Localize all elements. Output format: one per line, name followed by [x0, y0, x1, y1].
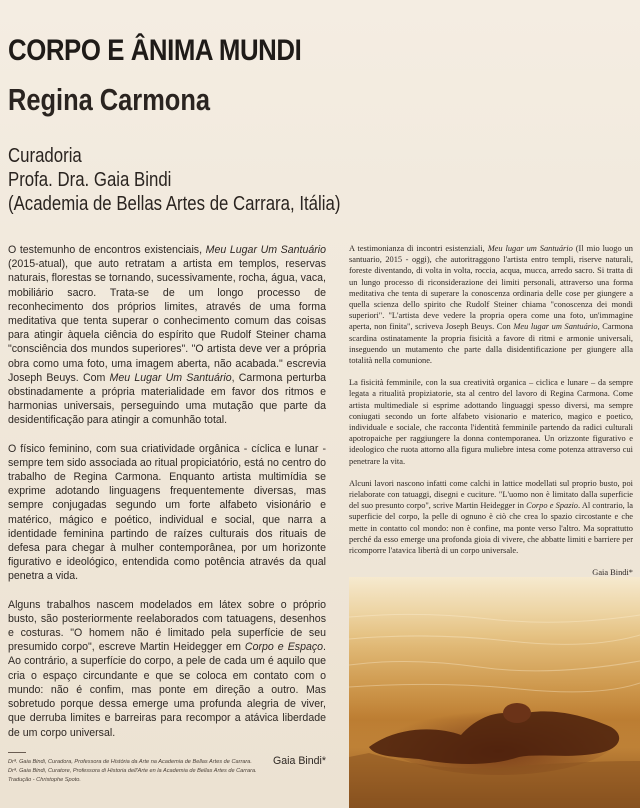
- pt-p1-work-title-2: Meu Lugar Um Santuário: [109, 371, 232, 384]
- artwork-photo-drawing: [349, 577, 640, 808]
- pt-p1-work-title: Meu Lugar Um Santuário: [205, 244, 327, 256]
- it-paragraph-3: [349, 478, 633, 556]
- footnote-3: Tradução - Christophe Spoto.: [8, 777, 81, 783]
- document-title: CORPO E ÂNIMA MUNDI: [8, 34, 302, 67]
- curation-label: Curadoria: [8, 145, 82, 167]
- footnotes: [8, 758, 328, 785]
- artist-name: Regina Carmona: [8, 82, 211, 117]
- it-p1-text-a: A testimonianza di incontri esistenziali,: [349, 244, 488, 253]
- curator-name: Profa. Dra. Gaia Bindi: [8, 169, 172, 191]
- curator-institution: (Academia de Bellas Artes de Carrara, Itália): [8, 193, 341, 215]
- footnote-1: Drª. Gaia Bindi, Curadora, Professora de História da Arte na Academia de Bellas Artes de Carrara.: [8, 759, 252, 765]
- it-p1-work-title-2: Meu lugar um Santuário: [513, 322, 598, 332]
- pt-p3-text-b: . Ao contrário, a superfície do corpo, a pele de cada um é aquilo que cria o espaço circundante e que se coloca em contato com o mundo: não é confim, mas ponte em direção a outro. Mas sobretudo porque dessa emerge uma profunda alegria de viver, que derruba limites e barreiras para recompor a atávica liberdade de um corpo universal.: [8, 641, 326, 739]
- portuguese-text-column: [8, 243, 326, 768]
- pt-paragraph-3: [8, 598, 326, 740]
- pt-p1-text-b: (2015-atual), que auto retratam a artista em templos, reservas naturais, florestas se tornando, sucessivamente, rocha, água, vaca, mobiliário sacro. Trata-se de um longo processo de reconhecimento dos próprios limites, através de uma forma meditativa que tenta superar o conhecimento comum das coisas para atingir àquela ciência do espírito que Rudolf Steiner chama "consciência dos mundos superiores". "O artista deve ver a própria obra como uma foto, uma imagem aberta, não acabada." escrevia Joseph Beuys. Com: [8, 258, 326, 384]
- it-signature: Gaia Bindi*: [592, 568, 633, 578]
- pt-paragraph-2: O físico feminino, com sua criatividade orgânica - cíclica e lunar - sempre tem sido associada ao ritual propiciatório, está no centro do trabalho de Regina Carmona. Enquanto artista multimídia se exprime adotando linguagens frequentemente diversas, mas sempre conjugadas segundo um forte alfabeto visionário e matérico, mágico e poético, individual e social, que narra a identidade feminina partindo de raízes culturais dos rituais de defesa para chegar à mulher contemporânea, por um horizonte figurativo e ideológico, entendida como potência através da qual penetra a vida.: [8, 442, 326, 583]
- it-p3-work-title: Corpo e Spazio: [526, 501, 578, 511]
- footnote-2: Drª. Gaia Bindi, Curatore, Professora di Historia dell'Arte en la Academia de Bellas Artes de Carrara.: [8, 768, 257, 774]
- it-p1-work-title: Meu lugar um Santuário: [487, 244, 573, 253]
- pt-p3-text-a: Alguns trabalhos nascem modelados em látex sobre o próprio busto, são posteriormente reelaborados com tatuagens, desenhos e costuras. "O homem não é limitado pela superfície de seu presumido corpo", escreve Martin Heidegger em: [8, 598, 326, 654]
- footnote-divider: [8, 752, 26, 753]
- pt-signature: Gaia Bindi*: [273, 754, 326, 767]
- it-p3-text-b: . Al contrario, la superficie del corpo, la pelle di ognuno è ciò che crea lo spazio circostante e che mette in contatto col mondo: non è confine, ma ponte verso l'altro. Ma soprattutto perché da esso emerge una profonda gioia di vivere, che abbatte limiti e barriere per ricomporre l'atavica libertà di un corpo universale.: [349, 501, 633, 556]
- curation-block: [8, 144, 403, 216]
- it-paragraph-2: La fisicità femminile, con la sua creatività organica – ciclica e lunare – da sempre legata a ritualità propiziatorie, sta al centro del lavoro di Regina Carmona. Come artista multimediale si esprime adottando linguaggi spesso diversi, ma sempre coniugati secondo un forte alfabeto visionario e materico, magico e poetico, individuale e sociale, che racconta l'identità femminile partendo da radici culturali apotropaiche per raggiungere la donna contemporanea. Un orizzonte figurativo e ideologico che ruota attorno alla figura muliebre intesa come potenza attraverso cui penetrare la vita.: [349, 378, 633, 466]
- italian-text-column: [349, 243, 633, 578]
- pt-p1-text-c: , Carmona perturba obstinadamente a própria materialidade em favor dos ritmos e harmonias universais, perseguindo uma mutação que parte da desidentificação para atingir a comunhão total.: [8, 371, 327, 427]
- it-p1-text-b: (Il mio luogo un santuario, 2015 - oggi), che autoritraggono l'artista entro templi, riserve naturali, foreste diventando, di volta in volta, roccia, acqua, mucca, arredo sacro. Si tratta di un lungo processo di riconsiderazione dei limiti personali, attraverso una forma meditativa che tenta di superare la conoscenza ordinaria delle cose per giungere a quella scienza dello spirito che Rudolf Steiner chiama "conoscenza dei mondi superiori". "L'artista deve vedere la propria opera come una foto, un'immagine aperta, non finita", scriveva Joseph Beuys. Con: [349, 244, 633, 332]
- it-p3-text-a: Alcuni lavori nascono infatti come calchi in lattice modellati sul proprio busto, poi rielaborate con tatuaggi, disegni e cuciture. "L'uomo non è limitato dalla superficie del suo presunto corpo", scrive Martin Heidegger in: [349, 478, 633, 511]
- pt-paragraph-1: [8, 243, 326, 428]
- artwork-photo: [349, 577, 640, 808]
- it-paragraph-1: [349, 243, 633, 366]
- it-p1-text-c: , Carmona scardina ostinatamente la propria fisicità a favore di ritmi e armonie universali, inseguendo un mutamento che parte dalla disidentificazione per giungere alla totalità nella comunione.: [349, 322, 633, 366]
- pt-p1-text-a: O testemunho de encontros existenciais,: [8, 244, 206, 256]
- pt-p3-work-title: Corpo e Espaço: [244, 641, 324, 654]
